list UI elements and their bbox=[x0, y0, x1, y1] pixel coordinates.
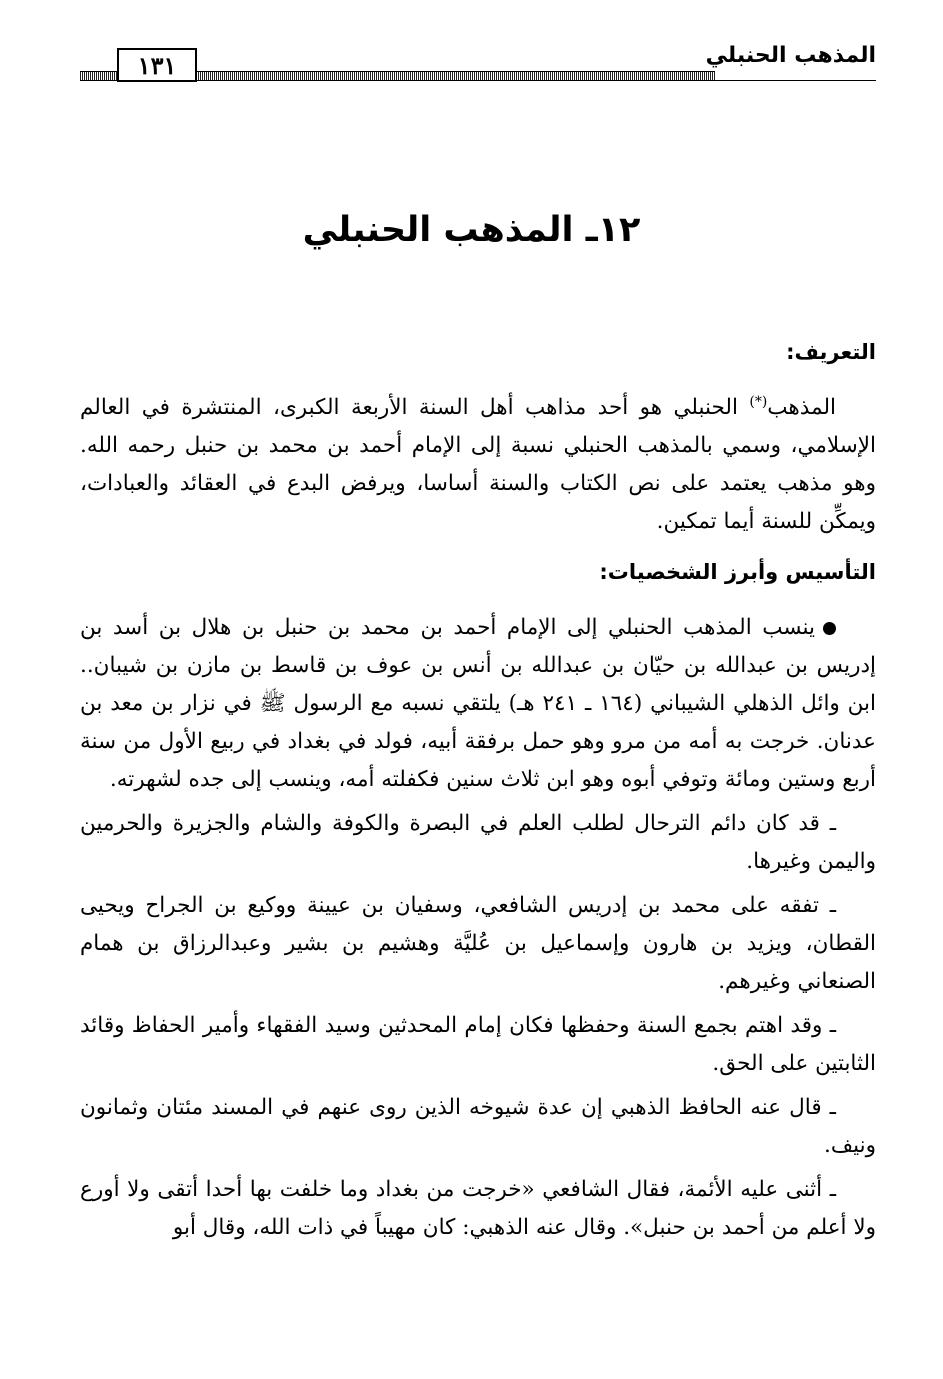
page-number: ١٣١ bbox=[117, 48, 197, 82]
footnote-mark: (*) bbox=[749, 393, 768, 410]
founding-bullet-text: ينسب المذهب الحنبلي إلى الإمام أحمد بن محمد بن حنبل بن هلال بن أسد بن إدريس بن عبدالله بن حيّان بن عبدالله بن أنس بن عوف بن قاسط بن مازن بن شيبان.. ابن وائل الذهلي الشيباني (١٦٤ ـ ٢٤١ هـ) يلتقي نسبه مع الرسول ﷺ في نزار بن معد بن عدنان. خرجت به أمه من مرو وهو حمل برفقة أبيه، فولد في بغداد في ربيع الأول من سنة أربع وستين ومائة وتوفي أبوه وهو ابن ثلاث سنين فكفلته أمه، وينسب إلى جده لشهرته. bbox=[80, 615, 876, 792]
section-heading-definition: التعريف: bbox=[786, 340, 876, 364]
list-item: ـ قد كان دائم الترحال لطلب العلم في البصرة والكوفة والشام والجزيرة والحرمين واليمن وغيرها. bbox=[80, 811, 876, 874]
list-item: ـ تفقه على محمد بن إدريس الشافعي، وسفيان بن عيينة ووكيع بن الجراح ويحيى القطان، ويزيد بن هارون وإسماعيل بن عُليَّة وهشيم بن بشير وعبدالرزاق بن همام الصنعاني وغيرهم. bbox=[80, 893, 876, 994]
chapter-title: ١٢ـ المذهب الحنبلي bbox=[302, 210, 641, 251]
bullet-icon bbox=[823, 622, 836, 635]
list-item: ـ قال عنه الحافظ الذهبي إن عدة شيوخه الذين روى عنهم في المسند مئتان وثمانون ونيف. bbox=[80, 1095, 876, 1158]
founding-bullet-paragraph bbox=[80, 609, 876, 799]
definition-paragraph bbox=[80, 389, 876, 541]
list-item: ـ أثنى عليه الأئمة، فقال الشافعي «خرجت من بغداد وما خلفت بها أحدا أتقى ولا أورع ولا أعلم من أحمد بن حنبل». وقال عنه الذهبي: كان مهيباً في ذات الله، وقال أبو bbox=[80, 1177, 876, 1240]
page-header bbox=[80, 40, 876, 84]
page-body bbox=[80, 333, 876, 1253]
section-heading-founding: التأسيس وأبرز الشخصيات: bbox=[599, 560, 876, 584]
header-underline bbox=[80, 80, 876, 81]
list-item: ـ وقد اهتم بجمع السنة وحفظها فكان إمام المحدثين وسيد الفقهاء وأمير الحفاظ وقائد الثابتين على الحق. bbox=[80, 1013, 876, 1076]
definition-text: الحنبلي هو أحد مذاهب أهل السنة الأربعة الكبرى، المنتشرة في العالم الإسلامي، وسمي بالمذهب الحنبلي نسبة إلى الإمام أحمد بن محمد بن حنبل رحمه الله. وهو مذهب يعتمد على نص الكتاب والسنة أساسا، ويرفض البدع في العقائد والعبادات، ويمكِّن للسنة أيما تمكين. bbox=[80, 395, 876, 534]
running-title: المذهب الحنبلي bbox=[705, 43, 876, 68]
definition-start: المذهب bbox=[767, 395, 836, 420]
